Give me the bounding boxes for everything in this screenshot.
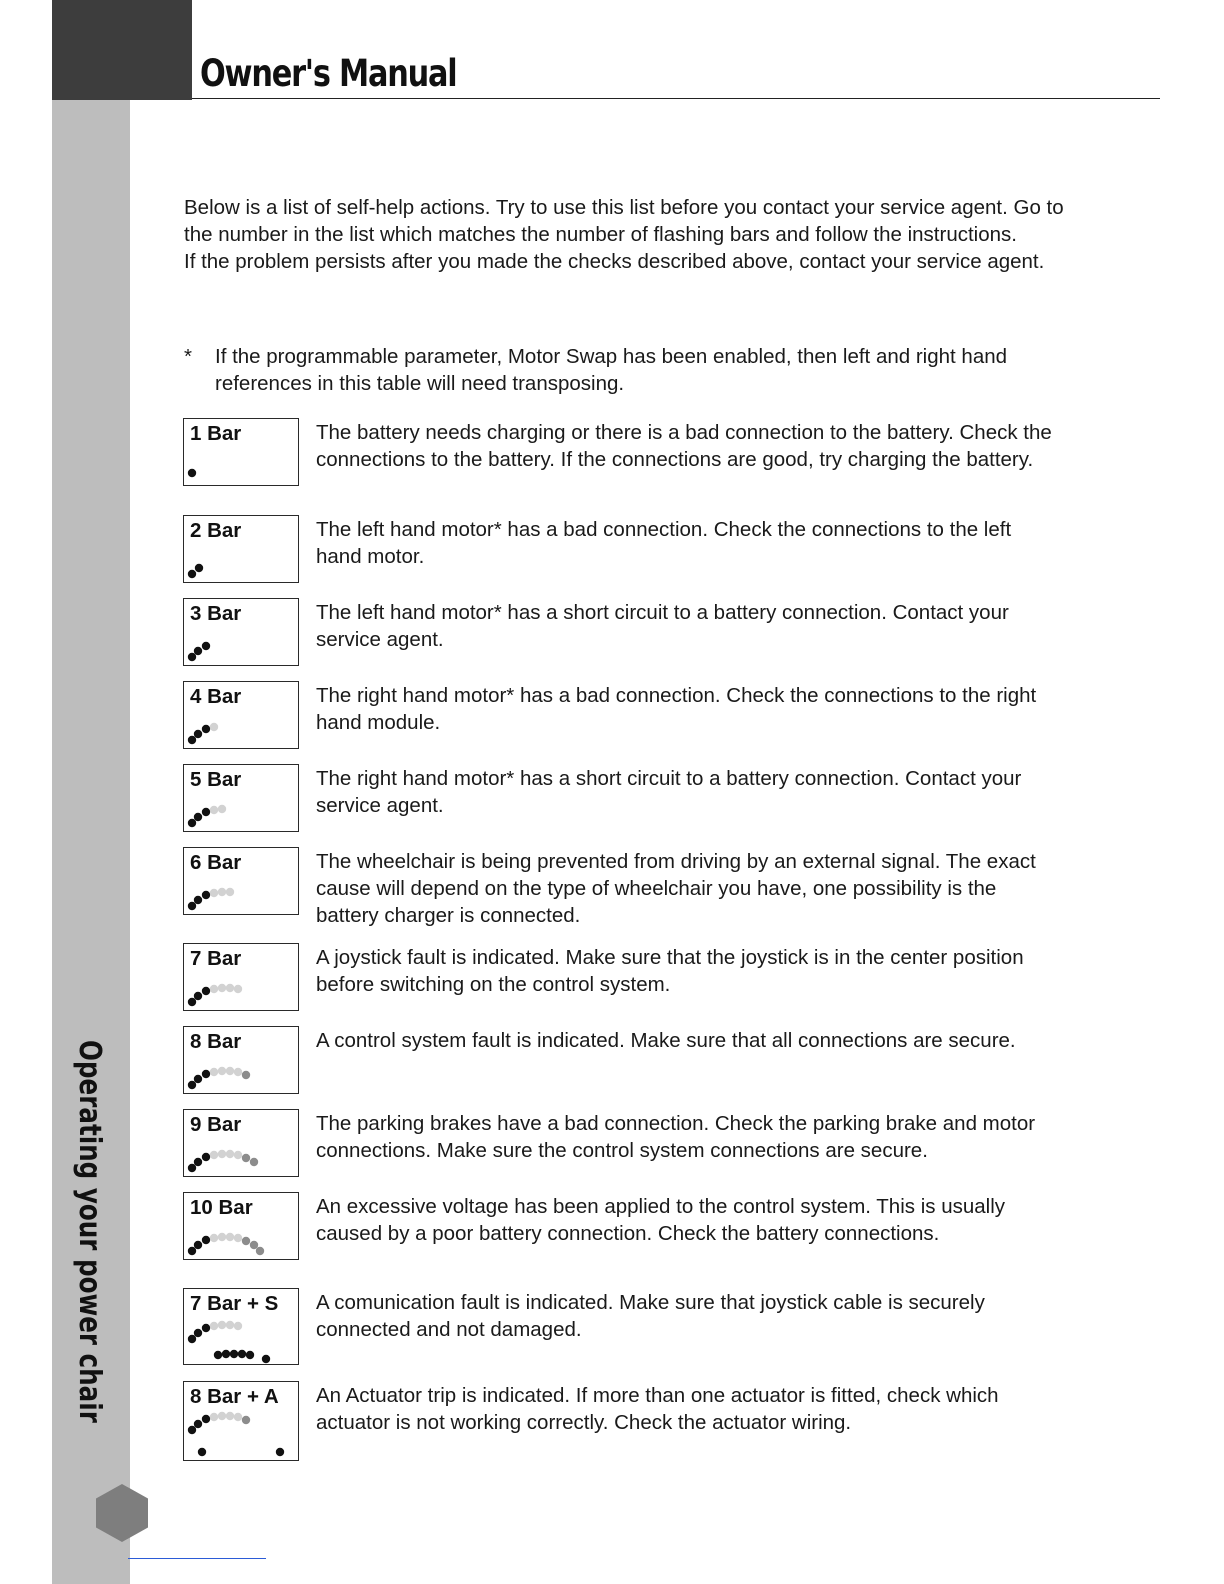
bar-code-label: 7 Bar + S xyxy=(190,1292,279,1315)
bar-dot xyxy=(194,1075,202,1083)
bar-dot xyxy=(226,1321,234,1329)
bar-dot xyxy=(194,992,202,1000)
bar-dot xyxy=(214,1351,222,1359)
bar-dots xyxy=(184,1289,298,1364)
bar-dot xyxy=(234,1151,242,1159)
note-text: If the programmable parameter, Motor Swap has been enabled, then left and right hand references in this table will need transposing. xyxy=(215,345,1008,395)
fault-description: An excessive voltage has been applied to the control system. This is usually caused by a poor battery connection. Check the battery connections. xyxy=(316,1195,1006,1245)
bar-dots xyxy=(184,516,298,582)
bar-dot xyxy=(276,1448,284,1456)
bar-dot xyxy=(194,813,202,821)
fault-description: The right hand motor* has a short circuit to a battery connection. Contact your service agent. xyxy=(316,767,1022,817)
bar-dot xyxy=(234,1234,242,1242)
bar-dots xyxy=(184,848,298,914)
bar-indicator-box xyxy=(183,418,299,486)
bar-dot xyxy=(262,1355,270,1363)
bar-dot xyxy=(210,1322,218,1330)
bar-dot xyxy=(250,1158,258,1166)
bar-dot xyxy=(202,808,210,816)
bar-dots xyxy=(184,944,298,1010)
bar-code-label: 3 Bar xyxy=(190,602,242,625)
header-block xyxy=(52,0,192,100)
fault-description: The wheelchair is being prevented from driving by an external signal. The exact cause will depend on the type of wheelchair you have, one possibility is the battery charger is connected. xyxy=(316,850,1036,927)
bar-dot xyxy=(194,1158,202,1166)
bar-indicator-box xyxy=(183,1288,299,1365)
note-marker: * xyxy=(184,345,192,368)
section-side-label: Operating your power chair xyxy=(72,1040,107,1423)
bar-dot xyxy=(210,806,218,814)
bar-dot xyxy=(202,642,210,650)
intro-paragraph: If the problem persists after you made the checks described above, contact your service agent. xyxy=(184,250,1045,273)
bar-dot xyxy=(194,1241,202,1249)
bar-dot xyxy=(188,570,196,578)
bar-dot xyxy=(188,998,196,1006)
bar-dots xyxy=(184,419,298,485)
fault-description: The left hand motor* has a short circuit to a battery connection. Contact your service agent. xyxy=(316,601,1009,651)
header-rule xyxy=(192,98,1160,99)
bar-indicator-box xyxy=(183,1109,299,1177)
bar-code-label: 8 Bar + A xyxy=(190,1385,279,1408)
bar-dot xyxy=(242,1154,250,1162)
bar-dots xyxy=(184,1027,298,1093)
fault-description: A control system fault is indicated. Make sure that all connections are secure. xyxy=(316,1029,1016,1052)
bar-dot xyxy=(210,1068,218,1076)
bar-indicator-box xyxy=(183,764,299,832)
bar-code-label: 6 Bar xyxy=(190,851,242,874)
bar-dot xyxy=(188,1164,196,1172)
bar-code-label: 4 Bar xyxy=(190,685,242,708)
bar-dots xyxy=(184,682,298,748)
bar-dot xyxy=(234,1322,242,1330)
bar-dot xyxy=(202,1070,210,1078)
bar-dot xyxy=(188,902,196,910)
bar-dot xyxy=(195,564,203,572)
bar-dot xyxy=(188,736,196,744)
bar-dot xyxy=(188,469,196,477)
bar-dot xyxy=(218,984,226,992)
bar-code-label: 5 Bar xyxy=(190,768,242,791)
bar-dot xyxy=(226,1233,234,1241)
motor-swap-note xyxy=(184,343,1064,397)
bar-dot xyxy=(202,725,210,733)
bar-indicator-box xyxy=(183,1026,299,1094)
fault-description: A comunication fault is indicated. Make sure that joystick cable is securely connected and not damaged. xyxy=(316,1291,985,1341)
bar-dot xyxy=(210,1151,218,1159)
bar-indicator-box xyxy=(183,1192,299,1260)
bar-dot xyxy=(194,1329,202,1337)
bar-dot xyxy=(226,1412,234,1420)
fault-description: The parking brakes have a bad connection. Check the parking brake and motor connections. Make sure the control system connections are secure. xyxy=(316,1112,1036,1162)
bar-dot xyxy=(188,1081,196,1089)
bar-dot xyxy=(250,1241,258,1249)
bar-dot xyxy=(256,1247,264,1255)
bar-dot xyxy=(188,819,196,827)
bar-dots xyxy=(184,1110,298,1176)
fault-description: A joystick fault is indicated. Make sure that the joystick is in the center position before switching on the control system. xyxy=(316,946,1024,996)
bar-code-label: 7 Bar xyxy=(190,947,242,970)
bar-dot xyxy=(194,730,202,738)
intro-text xyxy=(184,194,1064,275)
fault-description: The battery needs charging or there is a bad connection to the battery. Check the connections to the battery. If the connections are good, try charging the battery. xyxy=(316,421,1052,471)
bar-dot xyxy=(210,1413,218,1421)
bar-dot xyxy=(188,653,196,661)
bar-indicator-box xyxy=(183,943,299,1011)
bar-dot xyxy=(218,1150,226,1158)
fault-description: The right hand motor* has a bad connection. Check the connections to the right hand module. xyxy=(316,684,1037,734)
bar-dot xyxy=(242,1071,250,1079)
bar-code-label: 1 Bar xyxy=(190,422,242,445)
bar-indicator-box xyxy=(183,1381,299,1461)
bar-dot xyxy=(242,1416,250,1424)
fault-description: An Actuator trip is indicated. If more than one actuator is fitted, check which actuator is not working correctly. Check the actuator wiring. xyxy=(316,1384,999,1434)
bar-indicator-box xyxy=(183,598,299,666)
bar-dot xyxy=(230,1350,238,1358)
bar-dot xyxy=(218,1067,226,1075)
bar-dot xyxy=(222,1350,230,1358)
bar-code-label: 2 Bar xyxy=(190,519,242,542)
bar-dot xyxy=(218,1412,226,1420)
bar-dots xyxy=(184,599,298,665)
bar-dot xyxy=(226,984,234,992)
bar-dot xyxy=(202,1153,210,1161)
bar-dot xyxy=(218,1233,226,1241)
bar-dot xyxy=(210,889,218,897)
bar-dot xyxy=(226,1067,234,1075)
intro-paragraph: Below is a list of self-help actions. Try to use this list before you contact your service agent. Go to the number in the list which matches the number of flashing bars and follow the instructions. xyxy=(184,196,1064,246)
bar-code-label: 9 Bar xyxy=(190,1113,242,1136)
bar-indicator-box xyxy=(183,681,299,749)
bar-dot xyxy=(202,987,210,995)
fault-description: The left hand motor* has a bad connection. Check the connections to the left hand motor. xyxy=(316,518,1012,568)
bar-dot xyxy=(194,896,202,904)
bar-dot xyxy=(218,805,226,813)
bar-dots xyxy=(184,1382,298,1460)
bar-dot xyxy=(198,1448,206,1456)
bar-dot xyxy=(234,985,242,993)
bar-code-label: 10 Bar xyxy=(190,1196,253,1219)
bar-dot xyxy=(202,1324,210,1332)
bar-dot xyxy=(210,1234,218,1242)
bar-indicator-box xyxy=(183,847,299,915)
bar-dot xyxy=(194,647,202,655)
page-title: Owner's Manual xyxy=(200,52,457,95)
bar-dot xyxy=(194,1420,202,1428)
bar-dot xyxy=(234,1068,242,1076)
bar-dot xyxy=(234,1413,242,1421)
bar-code-label: 8 Bar xyxy=(190,1030,242,1053)
bar-dot xyxy=(202,1415,210,1423)
bar-dot xyxy=(202,891,210,899)
bar-dot xyxy=(246,1351,254,1359)
bar-dot xyxy=(226,888,234,896)
bar-dot xyxy=(188,1335,196,1343)
bar-dot xyxy=(202,1236,210,1244)
bar-dot xyxy=(210,723,218,731)
bar-dot xyxy=(238,1350,246,1358)
bar-dots xyxy=(184,1193,298,1259)
bar-dot xyxy=(188,1247,196,1255)
bar-dot xyxy=(210,985,218,993)
bar-dot xyxy=(218,888,226,896)
bar-dots xyxy=(184,765,298,831)
bar-dot xyxy=(226,1150,234,1158)
bar-dot xyxy=(218,1321,226,1329)
footer-link-line xyxy=(128,1558,266,1559)
bar-indicator-box xyxy=(183,515,299,583)
bar-dot xyxy=(242,1237,250,1245)
bar-dot xyxy=(188,1426,196,1434)
